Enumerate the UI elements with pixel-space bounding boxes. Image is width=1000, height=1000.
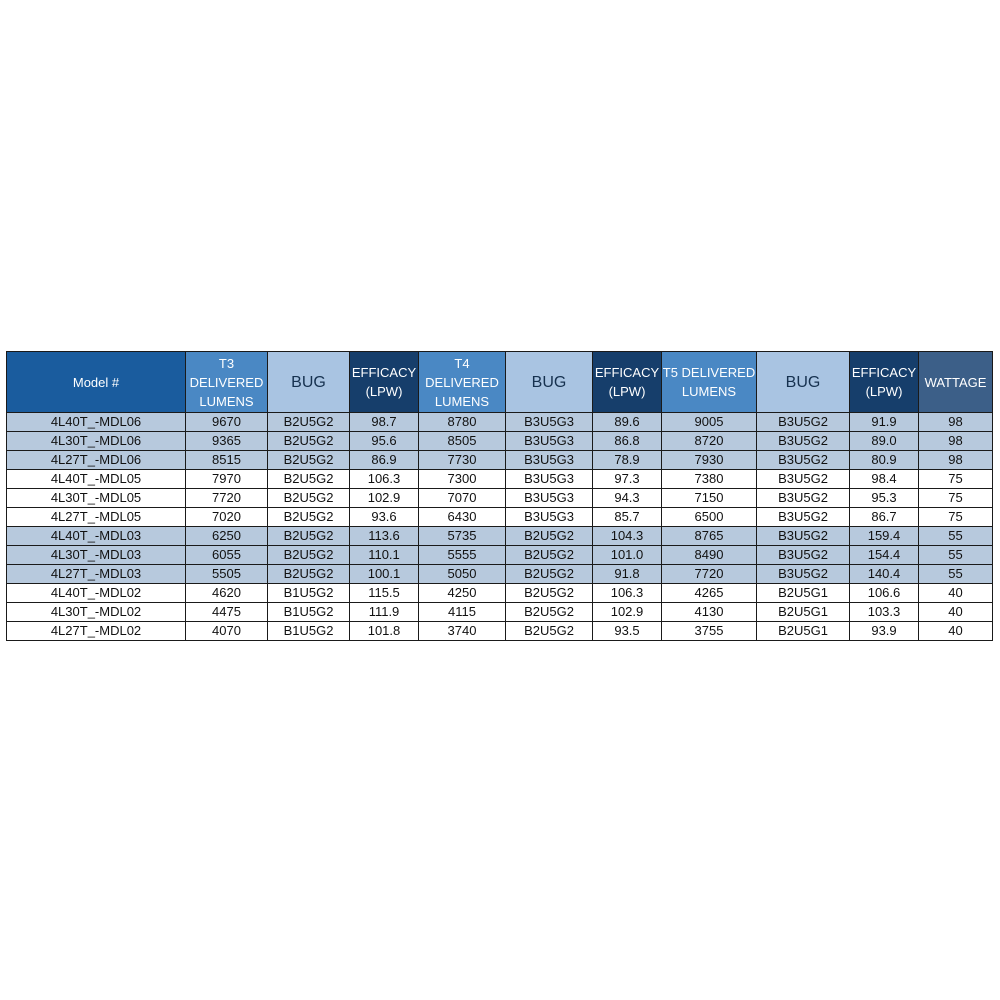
t5-lumens-cell: 3755 — [662, 622, 757, 641]
t3-lumens-cell: 7720 — [186, 489, 268, 508]
t5-efficacy-cell: 98.4 — [850, 470, 919, 489]
table-row — [7, 451, 993, 470]
header-line: T3 — [218, 355, 235, 371]
t4-bug-cell: B2U5G2 — [506, 565, 593, 584]
t3-efficacy-cell: 106.3 — [350, 470, 419, 489]
t3-bug-cell: B2U5G2 — [268, 413, 350, 432]
t5-bug-cell: B3U5G2 — [757, 565, 850, 584]
t3-lumens-cell: 4070 — [186, 622, 268, 641]
t4-bug-cell: B2U5G2 — [506, 584, 593, 603]
header-line: EFFICACY — [851, 365, 917, 380]
t4-lumens-cell: 7730 — [419, 451, 506, 470]
header-line: (LPW) — [608, 384, 646, 399]
t4-bug-cell: B3U5G3 — [506, 413, 593, 432]
header-t4-bug — [506, 352, 593, 413]
t3-bug-cell: B2U5G2 — [268, 546, 350, 565]
t3-bug-cell: B2U5G2 — [268, 565, 350, 584]
t5-bug-cell: B3U5G2 — [757, 451, 850, 470]
t5-lumens-cell: 4130 — [662, 603, 757, 622]
t5-bug-cell: B3U5G2 — [757, 413, 850, 432]
t4-efficacy-cell: 85.7 — [593, 508, 662, 527]
t5-lumens-cell: 8490 — [662, 546, 757, 565]
wattage-cell: 98 — [919, 413, 993, 432]
t3-lumens-cell: 4620 — [186, 584, 268, 603]
t5-bug-cell: B2U5G1 — [757, 584, 850, 603]
t5-efficacy-cell: 106.6 — [850, 584, 919, 603]
t3-lumens-cell: 9365 — [186, 432, 268, 451]
header-line: BUG — [291, 373, 326, 391]
t5-lumens-cell: 9005 — [662, 413, 757, 432]
header-t5-bug — [757, 352, 850, 413]
table-row — [7, 508, 993, 527]
header-line: DELIVERED — [425, 374, 499, 390]
t4-lumens-cell: 5735 — [419, 527, 506, 546]
header-line: LUMENS — [434, 393, 490, 409]
t3-bug-cell: B1U5G2 — [268, 622, 350, 641]
t5-efficacy-cell: 89.0 — [850, 432, 919, 451]
t5-lumens-cell: 7720 — [662, 565, 757, 584]
t4-efficacy-cell: 78.9 — [593, 451, 662, 470]
t5-efficacy-cell: 159.4 — [850, 527, 919, 546]
t4-efficacy-cell: 101.0 — [593, 546, 662, 565]
t4-lumens-cell: 7300 — [419, 470, 506, 489]
t3-efficacy-cell: 98.7 — [350, 413, 419, 432]
table-row — [7, 432, 993, 451]
t4-efficacy-cell: 93.5 — [593, 622, 662, 641]
header-wattage — [919, 352, 993, 413]
model-cell: 4L40T_-MDL02 — [7, 584, 186, 603]
t4-bug-cell: B3U5G3 — [506, 470, 593, 489]
model-cell: 4L40T_-MDL03 — [7, 527, 186, 546]
table-row — [7, 413, 993, 432]
table-row — [7, 527, 993, 546]
header-t3-efficacy — [350, 352, 419, 413]
header-line: T5 DELIVERED — [662, 365, 756, 380]
table-header — [7, 352, 993, 413]
header-line: LUMENS — [681, 384, 737, 399]
t5-efficacy-cell: 86.7 — [850, 508, 919, 527]
t5-lumens-cell: 7150 — [662, 489, 757, 508]
t5-lumens-cell: 7930 — [662, 451, 757, 470]
t5-efficacy-cell: 91.9 — [850, 413, 919, 432]
t3-efficacy-cell: 100.1 — [350, 565, 419, 584]
header-t3-bug — [268, 352, 350, 413]
t4-bug-cell: B2U5G2 — [506, 527, 593, 546]
t5-bug-cell: B3U5G2 — [757, 489, 850, 508]
t5-bug-cell: B3U5G2 — [757, 527, 850, 546]
t3-lumens-cell: 4475 — [186, 603, 268, 622]
spec-table-container — [6, 351, 992, 641]
table-row — [7, 470, 993, 489]
t5-bug-cell: B2U5G1 — [757, 622, 850, 641]
t5-lumens-cell: 4265 — [662, 584, 757, 603]
t4-bug-cell: B3U5G3 — [506, 432, 593, 451]
t4-efficacy-cell: 97.3 — [593, 470, 662, 489]
t3-bug-cell: B2U5G2 — [268, 451, 350, 470]
t3-bug-cell: B2U5G2 — [268, 470, 350, 489]
header-line: EFFICACY — [351, 365, 417, 380]
t4-lumens-cell: 8505 — [419, 432, 506, 451]
t4-efficacy-cell: 102.9 — [593, 603, 662, 622]
t3-bug-cell: B2U5G2 — [268, 527, 350, 546]
t3-efficacy-cell: 111.9 — [350, 603, 419, 622]
t3-efficacy-cell: 110.1 — [350, 546, 419, 565]
wattage-cell: 75 — [919, 470, 993, 489]
t5-efficacy-cell: 80.9 — [850, 451, 919, 470]
t4-lumens-cell: 4250 — [419, 584, 506, 603]
t3-efficacy-cell: 115.5 — [350, 584, 419, 603]
header-line: Model # — [72, 374, 120, 390]
t4-bug-cell: B3U5G3 — [506, 451, 593, 470]
t4-efficacy-cell: 86.8 — [593, 432, 662, 451]
t4-efficacy-cell: 104.3 — [593, 527, 662, 546]
t3-bug-cell: B1U5G2 — [268, 603, 350, 622]
model-cell: 4L27T_-MDL03 — [7, 565, 186, 584]
model-cell: 4L30T_-MDL03 — [7, 546, 186, 565]
wattage-cell: 98 — [919, 451, 993, 470]
wattage-cell: 55 — [919, 527, 993, 546]
t5-bug-cell: B3U5G2 — [757, 432, 850, 451]
t4-lumens-cell: 7070 — [419, 489, 506, 508]
t4-lumens-cell: 3740 — [419, 622, 506, 641]
t4-lumens-cell: 5555 — [419, 546, 506, 565]
t3-efficacy-cell: 113.6 — [350, 527, 419, 546]
t3-bug-cell: B2U5G2 — [268, 432, 350, 451]
t5-efficacy-cell: 93.9 — [850, 622, 919, 641]
t4-bug-cell: B3U5G3 — [506, 508, 593, 527]
header-line: WATTAGE — [924, 374, 987, 390]
t4-lumens-cell: 6430 — [419, 508, 506, 527]
t5-efficacy-cell: 95.3 — [850, 489, 919, 508]
t5-bug-cell: B3U5G2 — [757, 546, 850, 565]
header-line: (LPW) — [365, 384, 403, 399]
model-cell: 4L40T_-MDL05 — [7, 470, 186, 489]
t4-efficacy-cell: 89.6 — [593, 413, 662, 432]
t3-lumens-cell: 9670 — [186, 413, 268, 432]
header-t5-efficacy — [850, 352, 919, 413]
t5-lumens-cell: 6500 — [662, 508, 757, 527]
header-t4-lumens — [419, 352, 506, 413]
t4-efficacy-cell: 106.3 — [593, 584, 662, 603]
model-cell: 4L30T_-MDL06 — [7, 432, 186, 451]
t3-lumens-cell: 5505 — [186, 565, 268, 584]
t3-efficacy-cell: 93.6 — [350, 508, 419, 527]
wattage-cell: 40 — [919, 622, 993, 641]
table-row — [7, 584, 993, 603]
t4-lumens-cell: 8780 — [419, 413, 506, 432]
t3-efficacy-cell: 95.6 — [350, 432, 419, 451]
t3-lumens-cell: 6250 — [186, 527, 268, 546]
t3-efficacy-cell: 102.9 — [350, 489, 419, 508]
t3-bug-cell: B2U5G2 — [268, 489, 350, 508]
header-line: BUG — [531, 373, 567, 391]
wattage-cell: 40 — [919, 584, 993, 603]
t5-lumens-cell: 8765 — [662, 527, 757, 546]
t4-bug-cell: B2U5G2 — [506, 622, 593, 641]
table-row — [7, 565, 993, 584]
wattage-cell: 55 — [919, 565, 993, 584]
t3-lumens-cell: 7970 — [186, 470, 268, 489]
wattage-cell: 98 — [919, 432, 993, 451]
lumens-spec-table — [6, 351, 993, 641]
model-cell: 4L27T_-MDL06 — [7, 451, 186, 470]
wattage-cell: 75 — [919, 508, 993, 527]
header-line: DELIVERED — [189, 374, 264, 390]
t5-efficacy-cell: 154.4 — [850, 546, 919, 565]
table-body — [7, 413, 993, 641]
t5-lumens-cell: 7380 — [662, 470, 757, 489]
t5-efficacy-cell: 103.3 — [850, 603, 919, 622]
header-row — [7, 352, 993, 413]
t4-bug-cell: B2U5G2 — [506, 546, 593, 565]
t4-lumens-cell: 5050 — [419, 565, 506, 584]
model-cell: 4L40T_-MDL06 — [7, 413, 186, 432]
t4-lumens-cell: 4115 — [419, 603, 506, 622]
model-cell: 4L27T_-MDL05 — [7, 508, 186, 527]
header-line: BUG — [785, 373, 821, 391]
model-cell: 4L27T_-MDL02 — [7, 622, 186, 641]
table-row — [7, 603, 993, 622]
header-line: (LPW) — [865, 384, 903, 399]
header-t4-efficacy — [593, 352, 662, 413]
table-row — [7, 489, 993, 508]
t3-bug-cell: B1U5G2 — [268, 584, 350, 603]
header-t5-lumens — [662, 352, 757, 413]
wattage-cell: 75 — [919, 489, 993, 508]
model-cell: 4L30T_-MDL05 — [7, 489, 186, 508]
table-row — [7, 622, 993, 641]
t3-bug-cell: B2U5G2 — [268, 508, 350, 527]
t3-efficacy-cell: 86.9 — [350, 451, 419, 470]
model-cell: 4L30T_-MDL02 — [7, 603, 186, 622]
table-row — [7, 546, 993, 565]
t5-bug-cell: B3U5G2 — [757, 508, 850, 527]
header-line: T4 — [454, 355, 470, 371]
wattage-cell: 40 — [919, 603, 993, 622]
header-line: LUMENS — [199, 393, 254, 409]
t5-efficacy-cell: 140.4 — [850, 565, 919, 584]
t5-bug-cell: B2U5G1 — [757, 603, 850, 622]
t4-bug-cell: B3U5G3 — [506, 489, 593, 508]
t5-lumens-cell: 8720 — [662, 432, 757, 451]
t4-efficacy-cell: 91.8 — [593, 565, 662, 584]
t3-lumens-cell: 8515 — [186, 451, 268, 470]
wattage-cell: 55 — [919, 546, 993, 565]
t4-efficacy-cell: 94.3 — [593, 489, 662, 508]
t4-bug-cell: B2U5G2 — [506, 603, 593, 622]
header-model — [7, 352, 186, 413]
t3-efficacy-cell: 101.8 — [350, 622, 419, 641]
t5-bug-cell: B3U5G2 — [757, 470, 850, 489]
header-line: EFFICACY — [594, 365, 660, 380]
header-t3-lumens — [186, 352, 268, 413]
t3-lumens-cell: 6055 — [186, 546, 268, 565]
t3-lumens-cell: 7020 — [186, 508, 268, 527]
